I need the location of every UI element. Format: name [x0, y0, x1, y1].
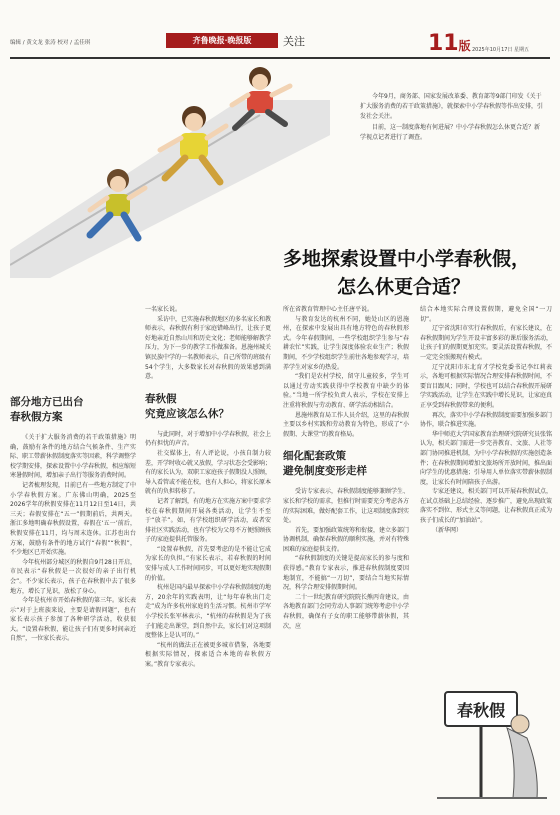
subheading-2-line-2: 究竟应该怎么休？ — [145, 407, 229, 420]
body-paragraph: 华中师范大学国家教育治理研究院研究员张铭认为，相关部门需进一步完善教育、文旅、人社等部门协同推进机制，为中小学春秋假的实施创造条件；在春秋假期间增加文旅场所开放时间，推出面向学生的优惠措施；引导用人单位落实带薪休假制度，让家长有时间陪孩子出游。 — [420, 430, 553, 486]
header-rule — [10, 57, 550, 59]
page-number-value: 11 — [428, 31, 459, 56]
issue-date: 2025年10月17日 星期五 — [472, 47, 530, 53]
article-column-3 — [283, 305, 409, 631]
editors-line: 编辑 / 黄文龙 张涛 校对 / 孟佳琪 — [10, 40, 91, 46]
source-credit: （新华网） — [432, 526, 463, 534]
body-paragraph: 与教育发达的杭州不同，她处山区的恩施州，在探索中发展出具有地方特色的春秋假形式。今年春假期间，一些学校组织学生参与“春耕农忙”实践，让学生深度体验农业生产；秋假期间，不少学校组织学生前往各地参观学习，培养学生对家乡的热爱。 — [283, 315, 410, 371]
body-paragraph: 采访中，已实施春秋假地区的多名家长和教师表示，春秋假有利于家庭错峰出行，让孩子更好地亲近自然山川和历史文化；老师能够解教学压力，为下一步的教学工作做准备。恩施州城关镇民族中学的一名教师表示，自己所带的班级有54个学生，大多数家长对春秋假的效果感到满意。 — [145, 315, 272, 381]
intro-paragraph: 目前，这一制度落地有何进展？中小学春秋假怎么休更合适？新学视点记者进行了调查。 — [360, 124, 541, 141]
page-number — [428, 31, 471, 56]
article-column-4 — [420, 305, 552, 535]
chunqiu-sign-illustration — [417, 678, 555, 810]
headline-line-1: 多地探索设置中小学春秋假， — [282, 248, 530, 270]
subheading-3-block — [283, 449, 409, 479]
masthead-logo: 齐鲁晚报·晚报版 — [166, 33, 278, 48]
headline-line-2: 怎么休更合适？ — [336, 276, 470, 298]
subheading-3-line-2: 避免制度变形走样 — [283, 465, 367, 478]
body-paragraph: 所在省教育管理中心主任唐平说。 — [283, 306, 374, 313]
body-paragraph: “春秋假制度的关键是提高家长的参与度和获得感。”教育专家表示，推进春秋假制度要因地制宜，不能搞“一刀切”，要结合当地实际情况，科学合理安排假期时间。 — [283, 555, 409, 592]
body-paragraph: 记者了解到，有的地方在实施方案中要求学校在春秋假期间开展各类活动，让学生不至于“放羊”。如，有学校组织研学活动，或者安排社区实践活动，也有学校为父母不方便照顾孩子的家庭提供托管服务。 — [145, 497, 272, 544]
body-paragraph: 结合本地实际合理设置假期，避免全国“一刀切”。 — [420, 306, 552, 323]
body-paragraph: 首先，要加强政策统筹和衔接，建立多部门协调机制，确保春秋假的顺利实施，并对有特殊困难的家庭提供支持。 — [283, 526, 410, 553]
body-paragraph: 一名家长说。 — [145, 306, 182, 313]
article-column-2 — [145, 305, 271, 670]
body-paragraph: 杭州是国内最早探索中小学春秋假制度的地方，20余年的实践表明，让“每年春秋出门走走”成为许多杭州家庭的生活习惯。杭州市学军小学校长张军林表示，“杭州的春秋假是为了孩子们能走出课堂，到自然中去，家长们对这项制度整体上是认可的。” — [145, 584, 272, 640]
body-paragraph: 受访专家表示，春秋假制度能够兼顾学生、家长和学校的需求，但推行时需要充分考虑各方的实际困难，做好配套工作，让这项制度落到实处。 — [283, 488, 410, 525]
body-paragraph: 辽宁沈阳市东北育才学校党委书记李红莉表示，各地可根据实际情况合理安排春秋假时间，不要盲目跟风；同时，学校也可以结合春秋假开展研学实践活动，让学生在实践中增长见识，让家庭真正享受到春秋假带来的便利。 — [420, 363, 553, 409]
body-paragraph: “我们是农村学校，留守儿童较多，学生可以通过劳动实践获得中学校教育中缺少的体验。”当地一所学校负责人表示，学校在安排上注重将秋假与劳动教育、研学活动相结合。 — [283, 373, 409, 409]
body-paragraph: 今年是杭州市开始春秋假的第三年。家长表示“对于上班族来说，主要是请假问题”，也有家长表示孩子参加了各种研学活动，收获很大。“设置春秋假，能让孩子们有更多时间亲近自然”，一位家长表示。 — [10, 597, 137, 643]
main-headline — [170, 245, 530, 301]
article-column-1 — [10, 395, 136, 644]
body-paragraph: 专家还建议，相关部门可以开展春秋假试点，在试点基础上总结经验、逐步推广，避免出现政策落实不到位、形式主义等问题，让春秋假真正成为孩子们成长的“加油站”。 — [420, 488, 553, 525]
body-paragraph: 今年杭州部分城区的秋假自9月28日开启，市民表示“春秋假是一次很好的亲子出行机会”。不少家长表示，孩子在春秋假中去了很多地方，增长了见识，放松了身心。 — [10, 558, 136, 595]
section-title: 关注 — [283, 35, 305, 48]
page-number-suffix: 版 — [458, 39, 471, 53]
body-paragraph: 《关于扩大服务消费的若干政策措施》明确，鼓励有条件的地方结合气候条件、生产实际、职工带薪休假制度落实等因素，科学调整学校学期安排，探索设置中小学春秋假，相应缩短寒暑假时间，增加亲子出行等服务消费时间。 — [10, 434, 137, 480]
subheading-2-block — [145, 392, 271, 422]
body-paragraph: 辽宁省沈阳市实行春秋假后，有家长建议，在春秋假期间为学生开设丰富多彩的课后服务活动，让孩子们的假期更加充实。要灵活设置春秋假，不一定完全照搬现有模式。 — [420, 325, 553, 361]
body-paragraph: “杭州的做法正在被更多城市借鉴，各地要根据实际情况，探索适合本地的春秋假方案。”教育专家表示。 — [145, 641, 271, 668]
body-paragraph: 恩施州教育局工作人员介绍，这里的春秋假主要以乡村实践和劳动教育为特色，形成了“小假期、大课堂”的教育格局。 — [283, 411, 410, 438]
body-paragraph: “设置春秋假，首先要考虑的是不能让它成为家长的负担。”有家长表示，若春秋假的时间安排与成人工作时间同步，可以更好地实现假期的价值。 — [145, 545, 272, 582]
sign-text: 春秋假 — [456, 701, 506, 720]
subheading-1-line-2: 春秋假方案 — [10, 411, 63, 423]
subheading-1-line-1: 部分地方已出台 — [10, 396, 84, 408]
body-paragraph: 社交媒体上，有人评论说，小孩自制力较差，开学时收心就又放假，学习状态会受影响；有的家长认为，双职工家庭孩子假期没人照顾，导入看管或不能在校，也有人担心，将家长原本就有的负担转移了。 — [145, 449, 272, 496]
article-intro — [360, 92, 545, 144]
intro-paragraph: 今年9月，商务部、国家发展改革委、教育部等9部门印发《关于扩大服务消费的若干政策措施》，就探索中小学春秋假等作出安排，引发社会关注。 — [360, 93, 544, 120]
subheading-3-line-1: 细化配套政策 — [283, 450, 346, 463]
subheading-2-line-1: 春秋假 — [145, 392, 177, 405]
body-paragraph: 再次，落实中小学春秋假制度需要加强多部门协作，联合推进实施。 — [420, 411, 553, 429]
body-paragraph: 与此同时，对于增加中小学春秋假，社会上仍有担忧的声音。 — [145, 430, 272, 448]
body-paragraph: 二十一世纪教育研究院院长熊丙奇建议，由各地教育部门会同劳动人事部门统筹考虑中小学春秋假，确保有子女的职工能够带薪休假，其次，应 — [283, 593, 410, 630]
body-paragraph: 记者梳理发现，目前已有一些地方制定了中小学春秋假方案。广东佛山明确，2025至2026学年的秋假安排在11月12日至14日，共三天；春假安排在“五一”假期前后，共两天。浙江多地明确春秋假设置，春假在‘五一’前后，秋假安排在11月，均与周末连休。江苏也出台方案，鼓励有条件的地方试行“春假”“秋假”，不少地区已开始实施。 — [10, 481, 137, 557]
page-header — [0, 0, 560, 60]
